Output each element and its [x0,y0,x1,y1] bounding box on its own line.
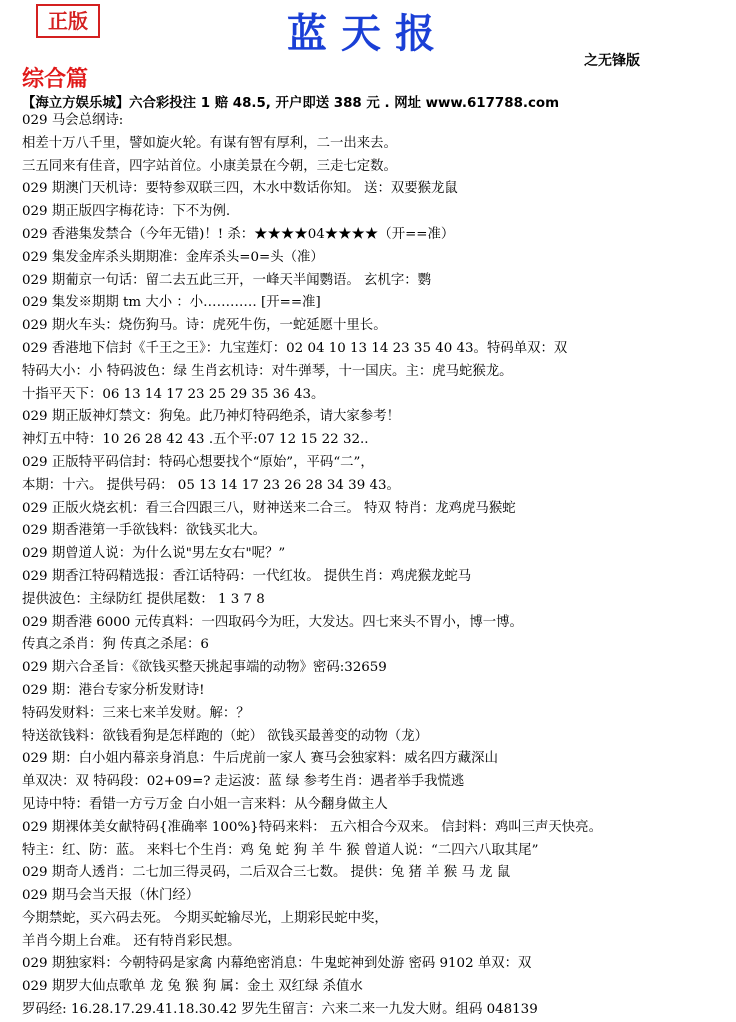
article-line: 特码发财料：三来七来羊发财。解：？ [22,705,250,721]
article-line: 三五同来有佳音，四字站首位。小康美景在今朝，三走七定数。 [22,158,397,174]
article-line: 特码大小：小 特码波色：绿 生肖玄机诗：对牛弹琴，十一国庆。主：虎马蛇猴龙。 [22,363,513,379]
article-line: 单双决：双 特码段：02+09=? 走运波：蓝 绿 参考生肖：遇者举手我慌逃 [22,774,465,790]
article-line: 029 集发金库杀头期期准：金库杀头=0=头（准） [22,249,324,265]
article-line: 029 期火车头：烧伤狗马。诗：虎死牛伤，一蛇延愿十里长。 [22,318,387,334]
article-line: 029 马会总纲诗: [22,113,124,128]
article-line: 029 期葡京一句话：留二去五此三开，一峰天半闻鹦语。 玄机字：鹦 [22,272,432,288]
article-line: 羊肖今期上台难。 还有特肖彩民想。 [22,933,241,949]
article-line: 提供波色：主绿防红 提供尾数： 1 3 7 8 [22,591,265,607]
article-line: 029 集发※期期 tm 大小 ：小………… [开==准] [22,295,321,311]
edition-label: 之无锋版 [584,53,640,69]
article-line: 029 期正版神灯禁文：狗兔。此乃神灯特码绝杀，请大家参考！ [22,409,400,425]
article-line: 相差十万八千里，譬如旋火轮。有谋有智有厚利，二一出来去。 [22,135,397,151]
article-line: 029 香港地下信封《千王之王》：九宝莲灯：02 04 10 13 14 23 35 40 43。特码单双：双 [22,340,568,356]
article-line: 本期：十六。 提供号码： 05 13 14 17 23 26 28 34 39 43。 [22,477,400,493]
article-line: 029 香港集发禁合（今年无错)！! 杀：★★★★04★★★★（开==准） [22,226,455,242]
article-line: 029 期裸体美女献特码{准确率 100%}特码来料： 五六相合今双来。 信封料：鸡叫三声天快亮。 [22,819,602,835]
article-line: 029 期：港台专家分析发财诗! [22,682,205,698]
article-line: 029 期：白小姐内幕亲身消息：牛后虎前一家人 赛马会独家料：威名四方藏深山 [22,751,498,767]
article-line: 029 期香江特码精选报：香江话特码：一代红妆。 提供生肖：鸡虎猴龙蛇马 [22,568,472,584]
article-line: 029 期香港第一手欲钱料：欲钱买北大。 [22,523,267,539]
article-line: 029 期澳门天机诗：要特参双联三四，木水中数话你知。 送：双要猴龙鼠 [22,181,458,197]
article-line: 029 期曾道人说：为什么说"男左女右"呢？” [22,546,286,562]
article-line: 029 期正版四字梅花诗：下不为例. [22,204,231,220]
article-line: 神灯五中特：10 26 28 42 43 .五个平:07 12 15 22 32.. [22,432,369,448]
genuine-edition-badge: 正版 [36,4,100,38]
article-line: 罗码经: 16.28.17.29.41.18.30.42 罗先生留言：六来二来一九发大财。组码 048139 [22,1002,538,1018]
article-line: 029 期香港 6000 元传真料：一四取码今为旺，大发达。四七来头不胃小，博一博。 [22,614,523,630]
article-line: 029 期奇人透肖：二七加三得灵码，二后双合三七数。 提供：兔 猪 羊 猴 马 龙 鼠 [22,865,511,881]
article-line: 见诗中特：看错一方亏万金 白小姐一言来料：从今翻身做主人 [22,796,388,812]
article-line: 029 正版火烧玄机：看三合四跟三八，财神送来二合三。 特双 特肖：龙鸡虎马猴蛇 [22,500,516,516]
newspaper-title: 蓝天报 [287,10,449,57]
article-line: 029 正版特平码信封：特码心想要找个“原始”，平码“二”， [22,454,374,470]
article-line: 十指平天下：06 13 14 17 23 25 29 35 36 43。 [22,386,325,402]
article-line: 029 期马会当天报（休门经） [22,888,200,904]
article-line: 特主：红、防：蓝。 来料七个生肖：鸡 兔 蛇 狗 羊 牛 猴 曾道人说：“二四六八取其尾” [22,842,539,858]
article-line: 特送欲钱料：欲钱看狗是怎样跑的（蛇） 欲钱买最善变的动物（龙） [22,728,428,744]
article-line: 029 期罗大仙点歌单 龙 兔 猴 狗 属：金土 双红绿 杀值水 [22,979,363,995]
article-line: 029 期独家料：今朝特码是家禽 内幕绝密消息：牛鬼蛇神到处游 密码 9102 单双：双 [22,956,532,972]
section-heading: 综合篇 [22,66,89,92]
article-lines [22,110,722,1022]
article-line: 传真之杀肖：狗 传真之杀尾：6 [22,637,209,653]
article-line: 029 期六合圣旨：《欲钱买整天挑起事端的动物》密码:32659 [22,660,387,676]
article-line: 今期禁蛇，买六码去死。 今期买蛇输尽光，上期彩民蛇中奖， [22,910,388,926]
casino-ad-line: 【海立方娱乐城】六合彩投注 1 赔 48.5, 开户即送 388 元 . 网址 www.617788.com [22,96,560,111]
